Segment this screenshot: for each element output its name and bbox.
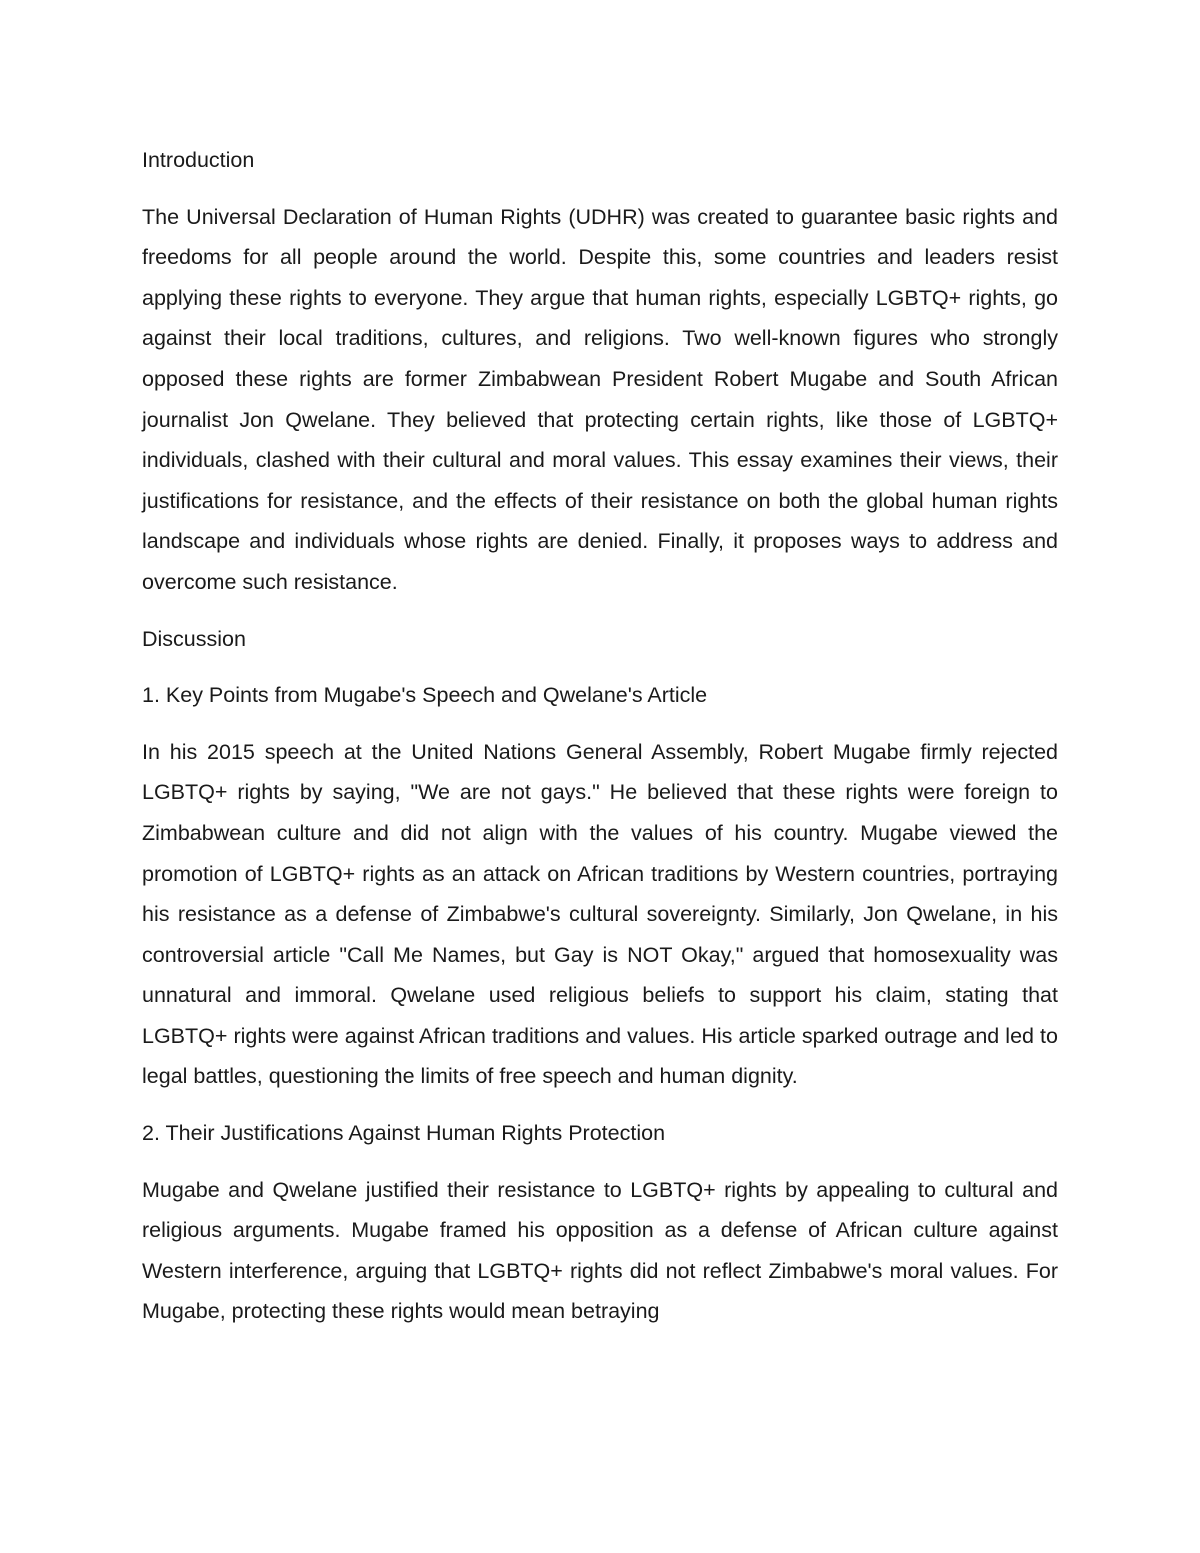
section-1-heading: 1. Key Points from Mugabe's Speech and Qwelane's Article [142,683,708,708]
discussion-heading: Discussion [142,626,246,651]
section-2-heading: 2. Their Justifications Against Human Rights Protection [142,1121,666,1146]
document-body [142,140,1058,1348]
section-1-paragraph: In his 2015 speech at the United Nations General Assembly, Robert Mugabe firmly rejected LGBTQ+ rights by saying, "We are not gays." He believed that these rights were foreign to Zimbabwean culture and did not align with the values of his country. Mugabe viewed the promotion of LGBTQ+ rights as an attack on African traditions by Western countries, portraying his resistance as a defense of Zimbabwe's cultural sovereignty. Similarly, Jon Qwelane, in his controversial article "Call Me Names, but Gay is NOT Okay," argued that homosexuality was unnatural and immoral. Qwelane used religious beliefs to support his claim, stating that LGBTQ+ rights were against African traditions and values. His article sparked outrage and led to legal battles, questioning the limits of free speech and human dignity. [142,739,1058,1089]
introduction-heading: Introduction [142,148,255,172]
section-2-paragraph: Mugabe and Qwelane justified their resistance to LGBTQ+ rights by appealing to cultural and religious arguments. Mugabe framed his opposition as a defense of African culture against Western interference, arguing that LGBTQ+ rights did not reflect Zimbabwe's moral values. For Mugabe, protecting these rights would mean betraying [142,1177,1058,1324]
introduction-paragraph: The Universal Declaration of Human Rights (UDHR) was created to guarantee basic rights and freedoms for all people around the world. Despite this, some countries and leaders resist applying these rights to everyone. They argue that human rights, especially LGBTQ+ rights, go against their local traditions, cultures, and religions. Two well-known figures who strongly opposed these rights are former Zimbabwean President Robert Mugabe and South African journalist Jon Qwelane. They believed that protecting certain rights, like those of LGBTQ+ individuals, clashed with their cultural and moral values. This essay examines their views, their justifications for resistance, and the effects of their resistance on both the global human rights landscape and individuals whose rights are denied. Finally, it proposes ways to address and overcome such resistance. [142,204,1058,594]
